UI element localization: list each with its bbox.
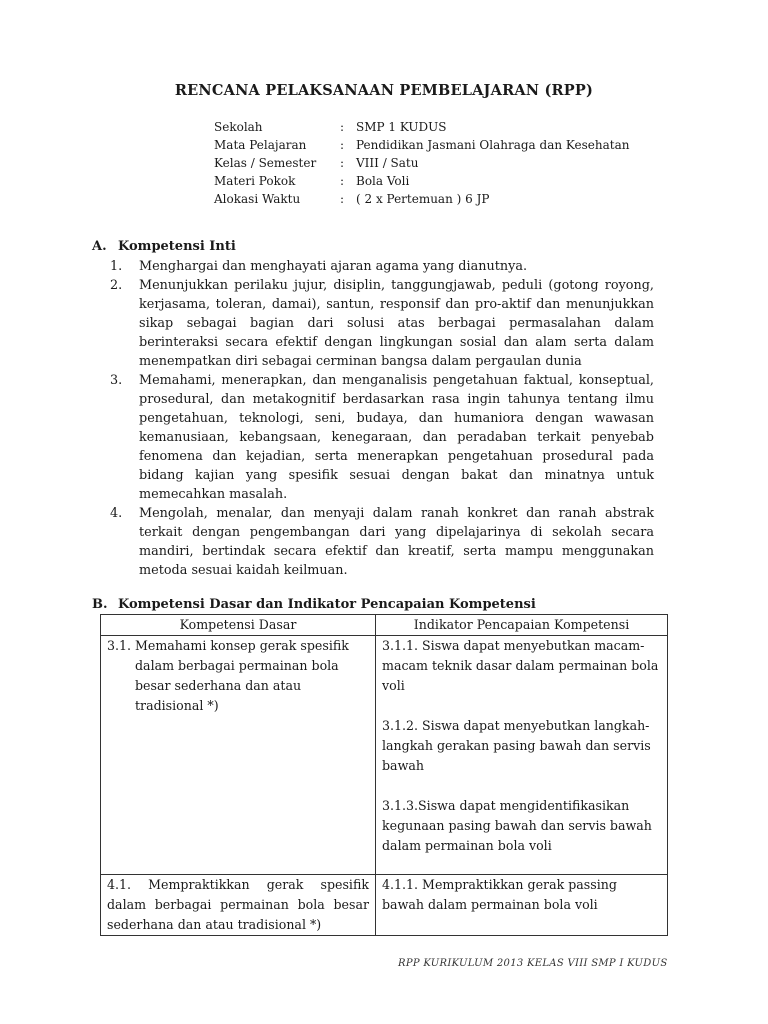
info-colon: :: [340, 120, 345, 134]
info-value: Bola Voli: [356, 174, 410, 188]
table-cell-kd: [101, 636, 376, 875]
list-item: [110, 276, 654, 371]
info-label: Alokasi Waktu: [214, 192, 301, 206]
info-value: ( 2 x Pertemuan ) 6 JP: [356, 192, 490, 206]
section-title: Kompetensi Inti: [118, 239, 236, 254]
info-label: Sekolah: [214, 120, 263, 134]
table-row: [101, 875, 668, 936]
document-title: RENCANA PELAKSANAAN PEMBELAJARAN (RPP): [174, 82, 594, 99]
info-row-sekolah: [214, 118, 629, 136]
page-footer: RPP KURIKULUM 2013 KELAS VIII SMP I KUDUS: [398, 958, 668, 969]
section-letter: A.: [92, 239, 107, 254]
indicator-text: 4.1.1. Mempraktikkan gerak passing bawah dalam permainan bola voli: [382, 877, 617, 912]
kd-text: Memahami konsep gerak spesifik dalam berbagai permainan bola besar sederhana dan atau tradisional *): [135, 638, 349, 713]
table-cell-indikator: [376, 636, 668, 875]
kd-hanging-item: [107, 636, 369, 716]
info-colon: :: [340, 174, 345, 188]
info-row-materi-pokok: [214, 172, 629, 190]
indicator-text: 3.1.1. Siswa dapat menyebutkan macam-macam teknik dasar dalam permainan bola voli: [382, 638, 659, 693]
info-value: Pendidikan Jasmani Olahraga dan Kesehatan: [356, 138, 630, 152]
indicator-text: 3.1.2. Siswa dapat menyebutkan langkah-langkah gerakan pasing bawah dan servis bawah: [382, 718, 651, 773]
indicator-text: 3.1.3.Siswa dapat mengidentifikasikan kegunaan pasing bawah dan servis bawah dalam permainan bola voli: [382, 798, 652, 853]
table-header-row: [101, 615, 668, 636]
list-item-number: 4.: [110, 506, 123, 521]
section-b-heading: [92, 597, 536, 612]
section-a-heading: [92, 239, 236, 254]
table-row: [101, 636, 668, 875]
kd-number: 3.1.: [107, 638, 132, 653]
list-item: [110, 257, 654, 276]
list-item-text: Menunjukkan perilaku jujur, disiplin, tanggungjawab, peduli (gotong royong, kerjasama, toleran, damai), santun, responsif dan pro-aktif dan menunjukkan sikap sebagai bagian dari solusi atas berbagai permasalahan dalam berinteraksi secara efektif dengan lingkungan sosial dan alam serta dalam menempatkan diri sebagai cerminan bangsa dalam pergaulan dunia: [139, 278, 654, 369]
info-colon: :: [340, 138, 345, 152]
kompetensi-inti-list: [110, 257, 654, 580]
list-item-number: 2.: [110, 278, 123, 293]
table-cell-kd: 4.1. Mempraktikkan gerak spesifik dalam berbagai permainan bola besar sederhana dan atau tradisional *): [101, 875, 376, 936]
list-item: [110, 371, 654, 504]
list-item-text: Memahami, menerapkan, dan menganalisis pengetahuan faktual, konseptual, prosedural, dan metakognitif berdasarkan rasa ingin tahunya tentang ilmu pengetahuan, teknologi, seni, budaya, dan humaniora dengan wawasan kemanusiaan, kebangsaan, kenegaraan, dan peradaban terkait penyebab fenomena dan kejadian, serta menerapkan pengetahuan prosedural pada bidang kajian yang spesifik sesuai dengan bakat dan minatnya untuk memecahkan masalah.: [139, 373, 654, 502]
list-item-number: 1.: [110, 259, 123, 274]
kompetensi-table: [100, 614, 668, 936]
section-letter: B.: [92, 597, 108, 612]
list-item-number: 3.: [110, 373, 123, 388]
info-row-mata-pelajaran: [214, 136, 629, 154]
table-cell-indikator: [376, 875, 668, 936]
section-title: Kompetensi Dasar dan Indikator Pencapaian Kompetensi: [118, 597, 536, 612]
table-header-indikator: Indikator Pencapaian Kompetensi: [376, 615, 668, 636]
info-colon: :: [340, 192, 345, 206]
info-block: [214, 118, 629, 208]
info-value: VIII / Satu: [356, 156, 419, 170]
list-item-text: Mengolah, menalar, dan menyaji dalam ranah konkret dan ranah abstrak terkait dengan pengembangan dari yang dipelajarinya di sekolah secara mandiri, bertindak secara efektif dan kreatif, serta mampu menggunakan metoda sesuai kaidah keilmuan.: [139, 506, 654, 578]
list-item-text: Menghargai dan menghayati ajaran agama yang dianutnya.: [139, 259, 528, 274]
info-value: SMP 1 KUDUS: [356, 120, 447, 134]
list-item: [110, 504, 654, 580]
info-label: Materi Pokok: [214, 174, 296, 188]
info-row-alokasi-waktu: [214, 190, 629, 208]
info-colon: :: [340, 156, 345, 170]
info-label: Mata Pelajaran: [214, 138, 307, 152]
info-row-kelas-semester: [214, 154, 629, 172]
info-label: Kelas / Semester: [214, 156, 317, 170]
table-header-kd: Kompetensi Dasar: [101, 615, 376, 636]
